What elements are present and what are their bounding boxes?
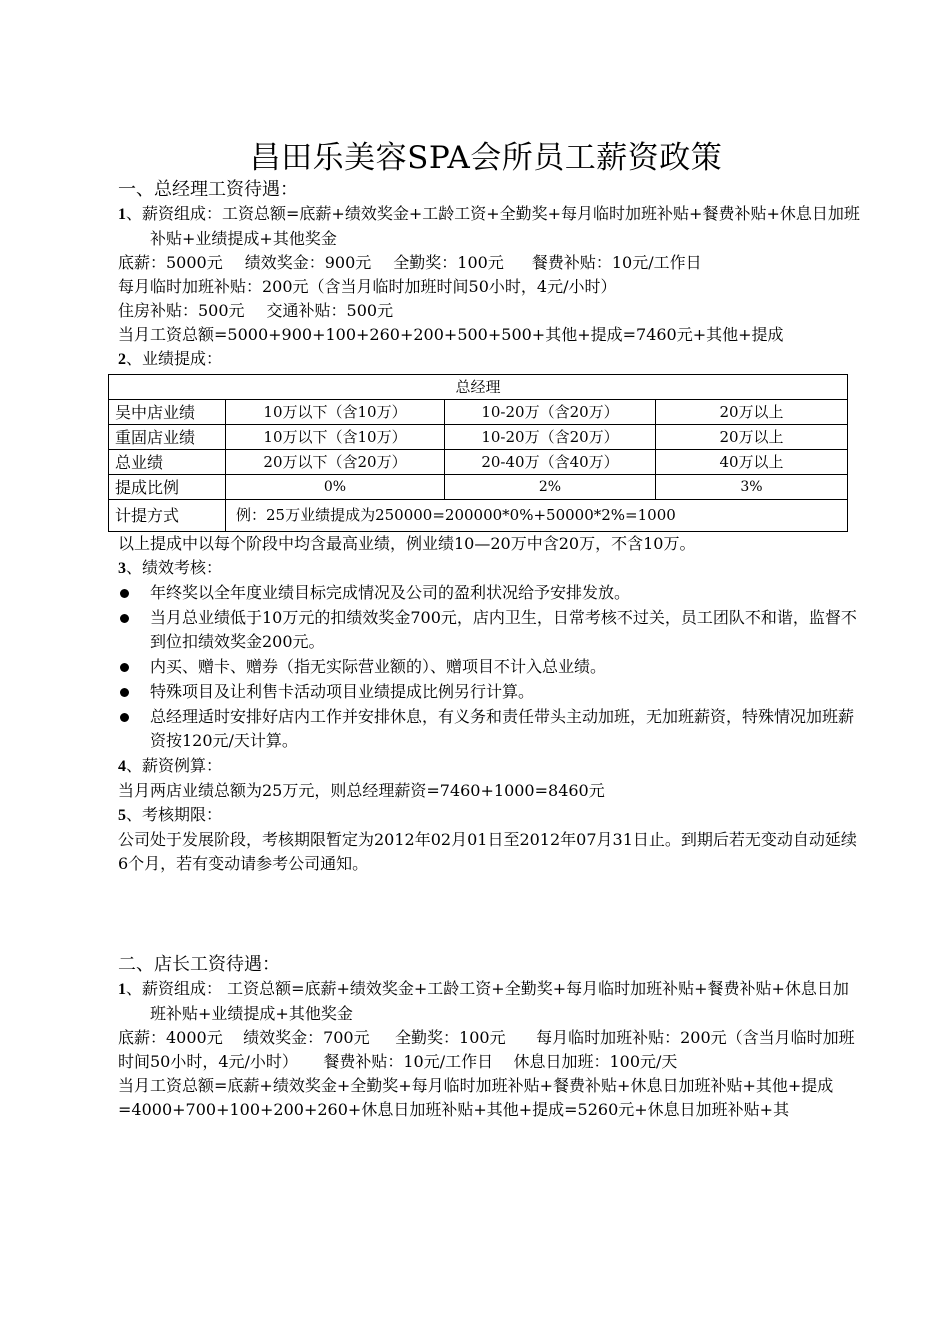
table-cell: 2% <box>445 475 656 500</box>
table-header-row <box>109 375 848 400</box>
table-cell: 20万以下（含20万） <box>226 450 445 475</box>
table-cell: 10-20万（含20万） <box>445 425 656 450</box>
gm-perf-bonus: 绩效奖金：900元 <box>244 253 372 272</box>
table-cell: 40万以上 <box>656 450 848 475</box>
list-item: 当月总业绩低于10万元的扣绩效奖金700元，店内卫生，日常考核不过关，员工团队不和谐，监督不到位扣绩效奖金200元。 <box>118 606 860 654</box>
list-item: 特殊项目及让利售卡活动项目业绩提成比例另行计算。 <box>118 680 860 704</box>
gm-period-heading <box>118 803 860 828</box>
gm-performance-list <box>118 581 860 753</box>
row-label: 吴中店业绩 <box>109 400 226 425</box>
sm-allowances: 底薪：4000元 绩效奖金：700元 全勤奖：100元 每月临时加班补贴：200元（含当月临时加班时间50小时，4元/小时） 餐费补贴：10元/工作日 休息日加班：100元/天 <box>118 1028 855 1071</box>
gm-s2-number: 2 <box>118 351 126 368</box>
gm-transport-allowance: 交通补贴：500元 <box>266 301 394 320</box>
gm-performance-heading <box>118 556 860 581</box>
gm-example-text: 当月两店业绩总额为25万元，则总经理薪资=7460+1000=8460元 <box>118 781 605 800</box>
gm-period-text: 公司处于发展阶段，考核期限暂定为2012年02月01日至2012年07月31日止。到期后若无变动自动延续6个月，若有变动请参考公司通知。 <box>118 830 857 873</box>
row-label: 重固店业绩 <box>109 425 226 450</box>
table-row <box>109 450 848 475</box>
row-label: 总业绩 <box>109 450 226 475</box>
list-item: 年终奖以全年度业绩目标完成情况及公司的盈利状况给予安排发放。 <box>118 581 860 605</box>
gm-s5-number: 5 <box>118 807 126 824</box>
gm-s2-text: 、业绩提成： <box>126 349 223 368</box>
gm-s1-number: 1 <box>118 206 126 223</box>
gm-housing-allowance: 住房补贴：500元 <box>118 301 245 320</box>
table-cell: 0% <box>226 475 445 500</box>
table-cell: 3% <box>656 475 848 500</box>
gm-salary-composition <box>118 202 860 251</box>
gm-overtime-allowance: 每月临时加班补贴：200元（含当月临时加班时间50小时，4元/小时） <box>118 277 617 296</box>
bullet-icon <box>120 663 129 672</box>
gm-meal-allowance: 餐费补贴：10元/工作日 <box>531 253 702 272</box>
gm-attendance-bonus: 全勤奖：100元 <box>393 253 504 272</box>
document-page <box>115 138 860 1122</box>
sm-s1-number: 1 <box>118 981 126 998</box>
gm-s3-text: 、绩效考核： <box>126 558 223 577</box>
page-title: 昌田乐美容SPA会所员工薪资政策 <box>249 140 723 176</box>
sm-salary-composition <box>118 977 860 1026</box>
row-label: 提成比例 <box>109 475 226 500</box>
table-cell: 20万以上 <box>656 400 848 425</box>
table-cell: 10-20万（含20万） <box>445 400 656 425</box>
bullet-icon <box>120 713 129 722</box>
gm-section-heading: 一、总经理工资待遇： <box>118 179 298 200</box>
gm-s4-number: 4 <box>118 758 126 775</box>
sm-s1-text: 、薪资组成： 工资总额=底薪+绩效奖金+工龄工资+全勤奖+每月临时加班补贴+餐费补贴+休息日加班补贴+业绩提成+其他奖金 <box>126 979 849 1023</box>
sm-section-heading: 二、店长工资待遇： <box>118 954 280 975</box>
table-cell: 10万以下（含10万） <box>226 400 445 425</box>
gm-housing-transport-line <box>118 299 860 323</box>
gm-example-heading <box>118 754 860 779</box>
bullet-icon <box>120 688 129 697</box>
commission-table <box>108 374 848 532</box>
table-cell: 20-40万（含40万） <box>445 450 656 475</box>
table-row <box>109 400 848 425</box>
table-cell: 例：25万业绩提成为250000=200000*0%+50000*2%=1000 <box>226 500 848 532</box>
gm-table-note: 以上提成中以每个阶段中均含最高业绩，例业绩10—20万中含20万，不含10万。 <box>118 534 696 553</box>
sm-total-calc: =4000+700+100+200+260+休息日加班补贴+其他+提成=5260元+休息日加班补贴+其 <box>118 1100 790 1119</box>
section-spacer <box>118 876 860 953</box>
sm-total-formula: 当月工资总额=底薪+绩效奖金+全勤奖+每月临时加班补贴+餐费补贴+休息日加班补贴+其他+提成 <box>118 1076 834 1095</box>
table-row <box>109 500 848 532</box>
gm-s3-number: 3 <box>118 560 126 577</box>
gm-base-salary: 底薪：5000元 <box>118 253 223 272</box>
table-cell: 20万以上 <box>656 425 848 450</box>
table-header: 总经理 <box>109 375 848 400</box>
gm-s1-text: 、薪资组成：工资总额=底薪+绩效奖金+工龄工资+全勤奖+每月临时加班补贴+餐费补贴+休息日加班补贴+业绩提成+其他奖金 <box>126 204 860 248</box>
table-cell: 10万以下（含10万） <box>226 425 445 450</box>
bullet-icon <box>120 614 129 623</box>
gm-commission-heading <box>118 347 860 372</box>
gm-s5-text: 、考核期限： <box>126 805 223 824</box>
table-row <box>109 475 848 500</box>
gm-s4-text: 、薪资例算： <box>126 756 223 775</box>
row-label: 计提方式 <box>109 500 226 532</box>
list-item: 总经理适时安排好店内工作并安排休息，有义务和责任带头主动加班，无加班薪资，特殊情况加班薪资按120元/天计算。 <box>118 705 860 753</box>
table-row <box>109 425 848 450</box>
gm-total-formula: 当月工资总额=5000+900+100+260+200+500+500+其他+提成=7460元+其他+提成 <box>118 325 784 344</box>
bullet-icon <box>120 589 129 598</box>
gm-base-line <box>118 251 860 275</box>
list-item: 内买、赠卡、赠券（指无实际营业额的）、赠项目不计入总业绩。 <box>118 655 860 679</box>
